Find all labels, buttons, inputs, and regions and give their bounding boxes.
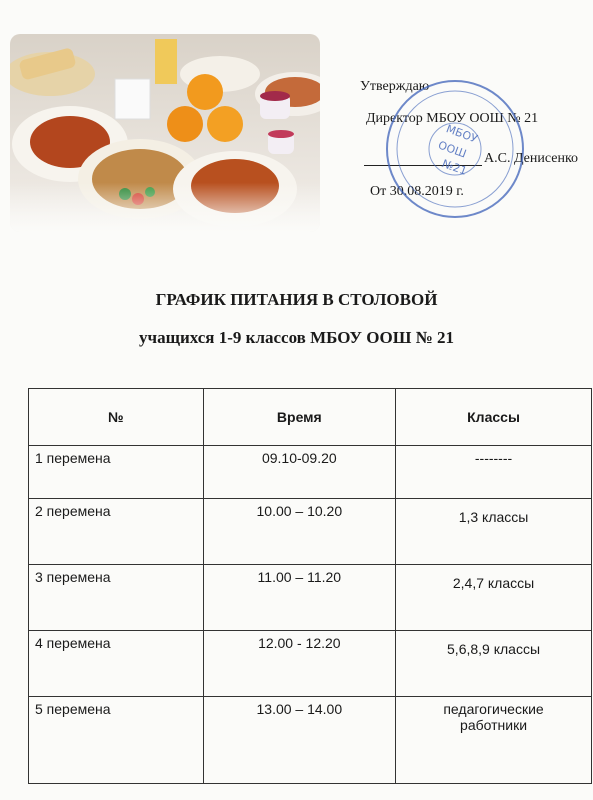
classes-cell: 1,3 классы bbox=[396, 499, 592, 565]
classes-cell: педагогические работники bbox=[396, 696, 592, 783]
food-photo bbox=[10, 34, 320, 232]
classes-cell: 5,6,8,9 классы bbox=[396, 630, 592, 696]
approval-date: От 30.08.2019 г. bbox=[370, 184, 464, 199]
header-time: Время bbox=[203, 389, 395, 446]
table-row bbox=[29, 630, 592, 696]
header-classes: Классы bbox=[396, 389, 592, 446]
time-cell: 12.00 - 12.20 bbox=[203, 630, 395, 696]
classes-cell: 2,4,7 классы bbox=[396, 565, 592, 631]
director-line: Директор МБОУ ООШ № 21 bbox=[366, 111, 539, 126]
break-cell: 2 перемена bbox=[29, 499, 204, 565]
time-cell: 10.00 – 10.20 bbox=[203, 499, 395, 565]
table-row bbox=[29, 499, 592, 565]
time-cell: 09.10-09.20 bbox=[203, 446, 395, 499]
table-row bbox=[29, 446, 592, 499]
approval-line: Утверждаю bbox=[360, 79, 430, 94]
time-cell: 13.00 – 14.00 bbox=[203, 696, 395, 783]
official-stamp bbox=[380, 74, 530, 224]
schedule-table bbox=[28, 388, 592, 784]
break-cell: 1 перемена bbox=[29, 446, 204, 499]
director-name: А.С. Денисенко bbox=[484, 151, 579, 166]
header-number: № bbox=[29, 389, 204, 446]
page-subtitle: учащихся 1-9 классов МБОУ ООШ № 21 bbox=[139, 328, 454, 347]
page-title: ГРАФИК ПИТАНИЯ В СТОЛОВОЙ bbox=[155, 290, 438, 309]
stamp-text-num: №21 bbox=[440, 156, 469, 178]
table-row bbox=[29, 696, 592, 783]
time-cell: 11.00 – 11.20 bbox=[203, 565, 395, 631]
stamp-text-mid: ООШ bbox=[436, 138, 469, 161]
break-cell: 3 перемена bbox=[29, 565, 204, 631]
table-header-row bbox=[29, 389, 592, 446]
break-cell: 4 перемена bbox=[29, 630, 204, 696]
table-row bbox=[29, 565, 592, 631]
stamp-text-top: МБОУ bbox=[444, 122, 480, 146]
break-cell: 5 перемена bbox=[29, 696, 204, 783]
classes-cell: -------- bbox=[396, 446, 592, 499]
